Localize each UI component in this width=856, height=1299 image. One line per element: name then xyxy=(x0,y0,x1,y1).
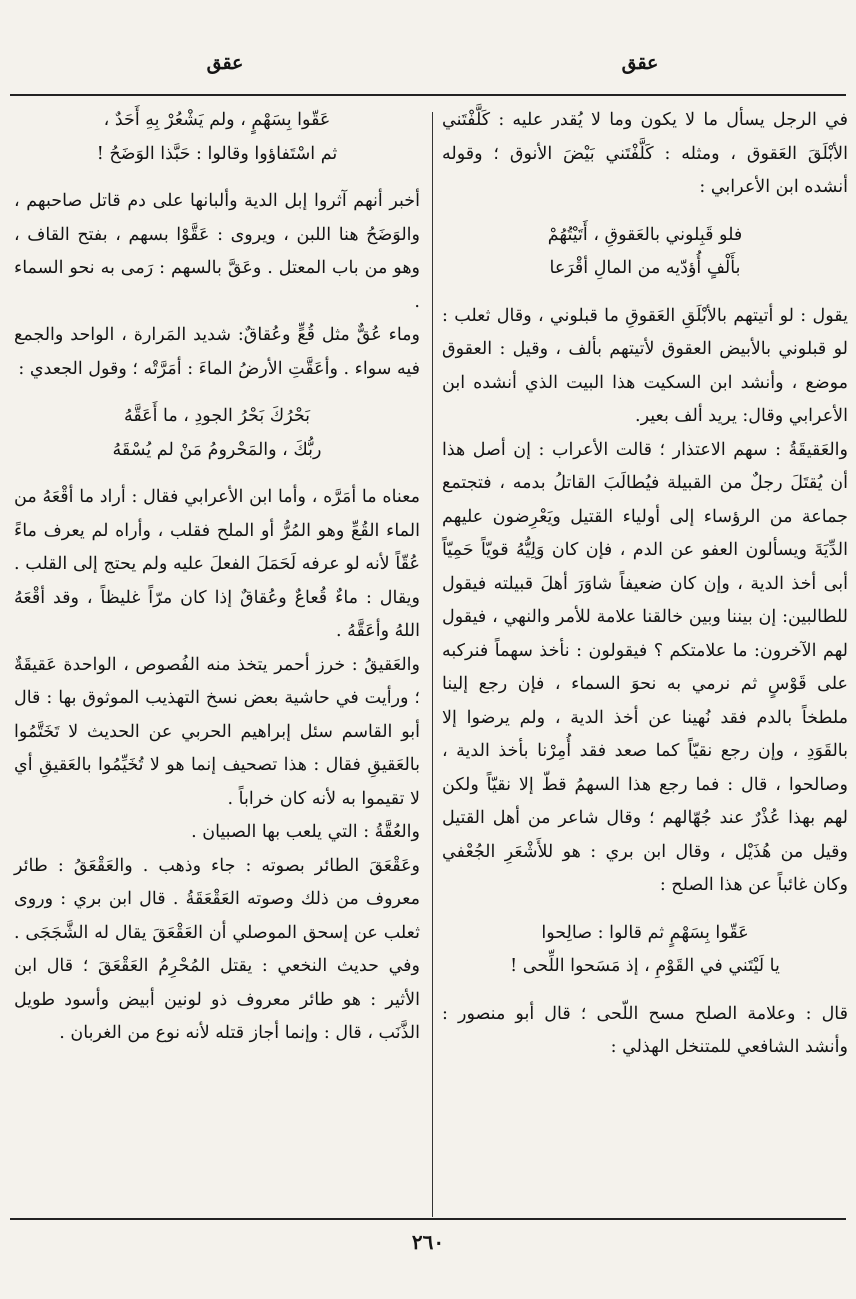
paragraph: معناه ما أمَرَّه ، وأما ابن الأعرابي فقال : أراد ما أقْعَهُ من الماء القُعِّ وهو المُرُّ أو الملح فقلب ، وأراه لم يعرف ماءً عُقّاً لأنه لو عرفه لَحَمَلَ الفعلَ عليه ولم يحتج إلى القلب . ويقال : ماءٌ قُعاعٌ وعُقاقٌ إذا كان مرّاً غليظاً ، وقد أقْعَهُ اللهُ وأعَقَّهُ . xyxy=(14,487,420,641)
footer-rule xyxy=(10,1218,846,1220)
running-header-right: عقق xyxy=(621,52,659,74)
running-header-left: عقق xyxy=(206,52,244,74)
verse-line: يا لَيْتَني في القَوْمِ ، إذ مَسَحوا اللِّحى ! xyxy=(510,956,780,976)
header-rule xyxy=(10,94,846,96)
verse-line: فلو قَبِلوني بالعَقوقِ ، أَتَيْتُهُمْ xyxy=(547,224,743,245)
column-divider xyxy=(432,112,433,1217)
verse-line: عَقّوا بِسَهْمٍ ثم قالوا : صالِحوا xyxy=(541,922,749,943)
paragraph: يقول : لو أتيتهم بالأبْلَقِ العَقوقِ ما قبلوني ، وقال ثعلب : لو قبلوني بالأبيض العقوق لأتيتهم بألف ، وقيل : العقوق موضع ، وأنشد ابن السكيت هذا البيت الذي أنشده ابن الأعرابي وقال: يريد ألف بعير. xyxy=(442,305,848,426)
page-number: ٢٦٠ xyxy=(411,1230,445,1254)
paragraph: أخبر أنهم آثروا إبل الدية وألبانها على دم قاتل صاحبهم ، والوَضَحُ هنا اللبن ، ويروى : عَقَّوْا بسهم ، بفتح القاف ، وهو من باب المعتل . وعَقَّ بالسهم : رَمى به نحو السماء . xyxy=(14,191,420,312)
right-column xyxy=(442,104,848,1065)
paragraph: قال : وعلامة الصلح مسح اللّحى ؛ قال أبو منصور : وأنشد الشافعي للمتنخل الهذلي : xyxy=(442,1003,848,1057)
verse-line: ثم اسْتَفاؤوا وقالوا : حَبَّذا الوَضَحُ ! xyxy=(96,143,338,164)
paragraph: والعَقيقَةُ : سهم الاعتذار ؛ قالت الأعراب : إن أصل هذا أن يُقتَلَ رجلٌ من القبيلة فيُطالَبَ القاتلُ بدمه ، فتجتمع جماعة من الرؤساء إلى أولياء القتيل ويَعْرِضون عليهم الدِّيَةَ ويسألون العفو عن الدم ، فإن كان وَلِيُّهُ قويّاً حَمِيّاً أبى أخذ الدية ، وإن كان ضعيفاً شاوَرَ أهلَ قبيلته فيقول للطالبين: إن بيننا وبين خالقنا علامة للأمر والنهي ، فيقول لهم الآخرون: ما علامتكم ؟ فيقولون : نأخذ سهماً فنركبه على قَوْسٍ ثم نرمي به نحوَ السماء ، فإن رجع إلينا ملطخاً بالدم فقد نُهينا عن أخذ الدية ، ولم يرضوا إلا بالقَوَدِ ، وإن رجع نقيّاً كما صعد فقد أُمِرْنا بأخذ الدية ، وصالحوا ، قال : فما رجع هذا السهمُ قطّ إلا نقيّاً ولكن لهم بهذا عُذْرٌ عند جُهّالهم ؛ وقال شاعر من أهل القتيل وقيل من هُذَيْل ، وقال ابن بري : هو للأَشْعَرِ الجُعْفي وكان غائباً عن هذا الصلح : xyxy=(442,439,848,895)
paragraph: وعَقْعَقَ الطائر بصوته : جاء وذهب . والعَقْعَقُ : طائر معروف من ذلك وصوته العَقْعَقَةُ . قال ابن بري : وروى ثعلب عن إسحق الموصلي أن العَقْعَقَ يقال له الشَّجَجَى . وفي حديث النخعي : يقتل المُحْرِمُ العَقْعَقَ ؛ قال ابن الأثير : هو طائر معروف ذو لونين أبيض وأسود طويل الذَّنَب ، قال : وإنما أجاز قتله لأنه نوع من الغربان . xyxy=(14,855,420,1043)
paragraph: وماء عُقٌّ مثل قُعٍّ وعُقاقٌ: شديد المَرارة ، الواحد والجمع فيه سواء . وأعَقَّتِ الأرضُ الماءَ : أمَرَّتْه ؛ وقول الجعدي : xyxy=(14,325,420,379)
paragraph: والعُقَّةُ : التي يلعب بها الصبيان . xyxy=(191,822,420,842)
paragraph: والعَقيقُ : خرز أحمر يتخذ منه الفُصوص ، الواحدة عَقيقَةٌ ؛ ورأيت في حاشية بعض نسخ التهذيب الموثوق بها : قال أبو القاسم سئل إبراهيم الحربي عن الحديث لا تَخَتَّمُوا بالعَقيقِ فقال : هذا تصحيف إنما هو لا تُخَيِّمُوا بالعَقيقِ أي لا تقيموا به لأنه كان خراباً . xyxy=(14,654,420,809)
left-column xyxy=(14,104,420,1051)
verse-line: بَحْرُكَ بَحْرُ الجودِ ، ما أَعَقَّهُ xyxy=(123,406,311,426)
verse-line: ربُّكَ ، والمَحْرومُ مَنْ لم يُسْقَهُ xyxy=(112,439,322,460)
verse-line: عَقّوا بِسَهْمٍ ، ولم يَشْعُرْ بِهِ أَحَدٌ ، xyxy=(103,110,331,130)
verse-line: بأَلْفٍ أُؤدّيه من المالِ أقْرَعا xyxy=(549,258,741,278)
paragraph: في الرجل يسأل ما لا يكون وما لا يُقدر عليه : كَلَّفْتَني الأبْلَقَ العَقوق ، ومثله : كَلَّفْتَني بَيْضَ الأنوق ؛ وقوله أنشده ابن الأعرابي : xyxy=(442,110,848,197)
